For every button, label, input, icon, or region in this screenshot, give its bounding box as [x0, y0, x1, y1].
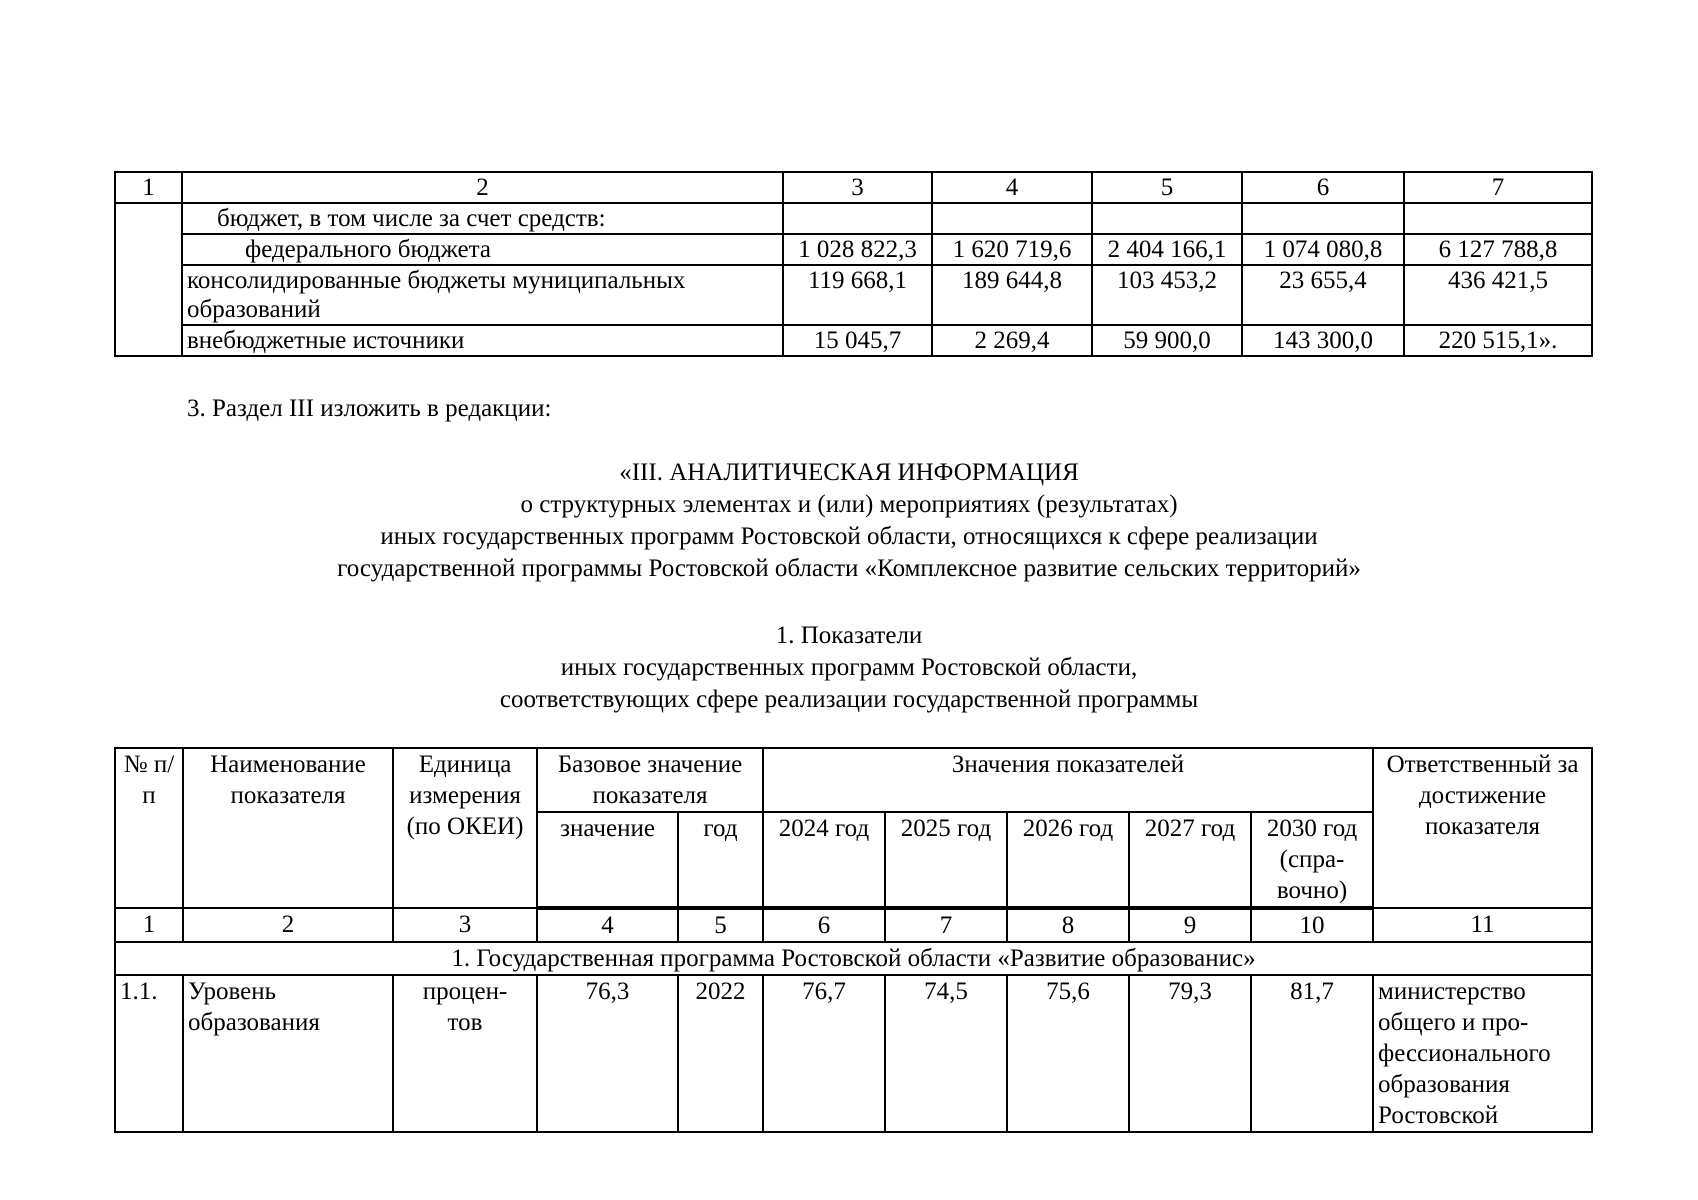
- col-number: 8: [1007, 908, 1129, 942]
- header-year: 2030 год (спра-вочно): [1251, 812, 1373, 908]
- row-label: бюджет, в том числе за счет средств:: [182, 203, 783, 234]
- col-number: 4: [537, 908, 678, 942]
- row-base-value: 76,3: [537, 975, 678, 1132]
- subsection-title-line: соответствующих сфере реализации государственной программы: [499, 686, 1199, 713]
- col-number: 7: [885, 908, 1007, 942]
- table-row: [115, 234, 1592, 265]
- row-value: 81,7: [1251, 975, 1373, 1132]
- col-number: 10: [1251, 908, 1373, 942]
- section-title: [0, 457, 1698, 585]
- row-value: 79,3: [1129, 975, 1251, 1132]
- value-cell: [932, 203, 1092, 234]
- program-title: 1. Государственная программа Ростовской области «Развитие образованис»: [115, 942, 1592, 975]
- header-name: Наименование показателя: [183, 748, 393, 908]
- row-unit: процен-тов: [393, 975, 537, 1132]
- row-number-cell: [115, 203, 182, 356]
- row-value: 74,5: [885, 975, 1007, 1132]
- row-responsible: министерство общего и про-фессионального образования Ростовской: [1373, 975, 1592, 1132]
- value-cell: 436 421,5: [1404, 265, 1592, 325]
- section-title-line: иных государственных программ Ростовской области, относящихся к сфере реализации: [380, 523, 1318, 550]
- amendment-paragraph: 3. Раздел III изложить в редакции:: [187, 395, 552, 422]
- col-number: 3: [783, 172, 932, 203]
- value-cell: 1 620 719,6: [932, 234, 1092, 265]
- header-year: 2024 год: [763, 812, 885, 908]
- value-cell: 189 644,8: [932, 265, 1092, 325]
- value-cell: [1404, 203, 1592, 234]
- col-number: 2: [183, 908, 393, 942]
- indicators-table: [114, 747, 1593, 1133]
- col-number: 5: [1092, 172, 1242, 203]
- header-row: [115, 748, 1592, 812]
- row-label: федерального бюджета: [182, 234, 783, 265]
- col-number: 1: [115, 908, 183, 942]
- table-row: [115, 975, 1592, 1132]
- table-row: [115, 265, 1592, 325]
- value-cell: 103 453,2: [1092, 265, 1242, 325]
- value-cell: [1092, 203, 1242, 234]
- header-responsible: Ответственный за достижение показателя: [1373, 748, 1592, 908]
- value-cell: 119 668,1: [783, 265, 932, 325]
- col-number: 2: [182, 172, 783, 203]
- row-label: внебюджетные источники: [182, 325, 783, 356]
- value-cell: 1 074 080,8: [1242, 234, 1404, 265]
- column-number-row: [115, 908, 1592, 942]
- value-cell: 23 655,4: [1242, 265, 1404, 325]
- value-cell: 59 900,0: [1092, 325, 1242, 356]
- header-base-value: значение: [537, 812, 678, 908]
- subsection-title-line: 1. Показатели: [775, 622, 923, 649]
- section-title-line: о структурных элементах и (или) мероприятиях (результатах): [520, 491, 1178, 518]
- value-cell: 1 028 822,3: [783, 234, 932, 265]
- row-value: 76,7: [763, 975, 885, 1132]
- header-year: 2027 год: [1129, 812, 1251, 908]
- table-row: [115, 203, 1592, 234]
- col-number: 4: [932, 172, 1092, 203]
- col-number: 9: [1129, 908, 1251, 942]
- header-values: Значения показателей: [763, 748, 1373, 812]
- program-row: [115, 942, 1592, 975]
- header-unit: Единица измерения (по ОКЕИ): [393, 748, 537, 908]
- value-cell: 6 127 788,8: [1404, 234, 1592, 265]
- section-title-line: «III. АНАЛИТИЧЕСКАЯ ИНФОРМАЦИЯ: [619, 459, 1079, 486]
- row-value: 75,6: [1007, 975, 1129, 1132]
- header-base: Базовое значение показателя: [537, 748, 763, 812]
- section-title-line: государственной программы Ростовской области «Комплексное развитие сельских территорий»: [337, 555, 1361, 582]
- value-cell: 220 515,1».: [1404, 325, 1592, 356]
- header-year: 2026 год: [1007, 812, 1129, 908]
- col-number: 7: [1404, 172, 1592, 203]
- value-cell: 2 404 166,1: [1092, 234, 1242, 265]
- row-label: консолидированные бюджеты муниципальных образований: [182, 265, 783, 325]
- col-number: 5: [678, 908, 763, 942]
- value-cell: [1242, 203, 1404, 234]
- value-cell: 15 045,7: [783, 325, 932, 356]
- header-year: 2025 год: [885, 812, 1007, 908]
- subsection-title: [0, 620, 1698, 716]
- header-base-year: год: [678, 812, 763, 908]
- row-num: 1.1.: [115, 975, 183, 1132]
- col-number: 6: [1242, 172, 1404, 203]
- header-num: № п/п: [115, 748, 183, 908]
- value-cell: 2 269,4: [932, 325, 1092, 356]
- column-number-row: [115, 172, 1592, 203]
- col-number: 1: [115, 172, 182, 203]
- budget-table: [114, 171, 1593, 357]
- value-cell: 143 300,0: [1242, 325, 1404, 356]
- value-cell: [783, 203, 932, 234]
- col-number: 6: [763, 908, 885, 942]
- col-number: 11: [1373, 908, 1592, 942]
- col-number: 3: [393, 908, 537, 942]
- row-name: Уровень образования: [183, 975, 393, 1132]
- row-base-year: 2022: [678, 975, 763, 1132]
- subsection-title-line: иных государственных программ Ростовской области,: [560, 654, 1138, 681]
- table-row: [115, 325, 1592, 356]
